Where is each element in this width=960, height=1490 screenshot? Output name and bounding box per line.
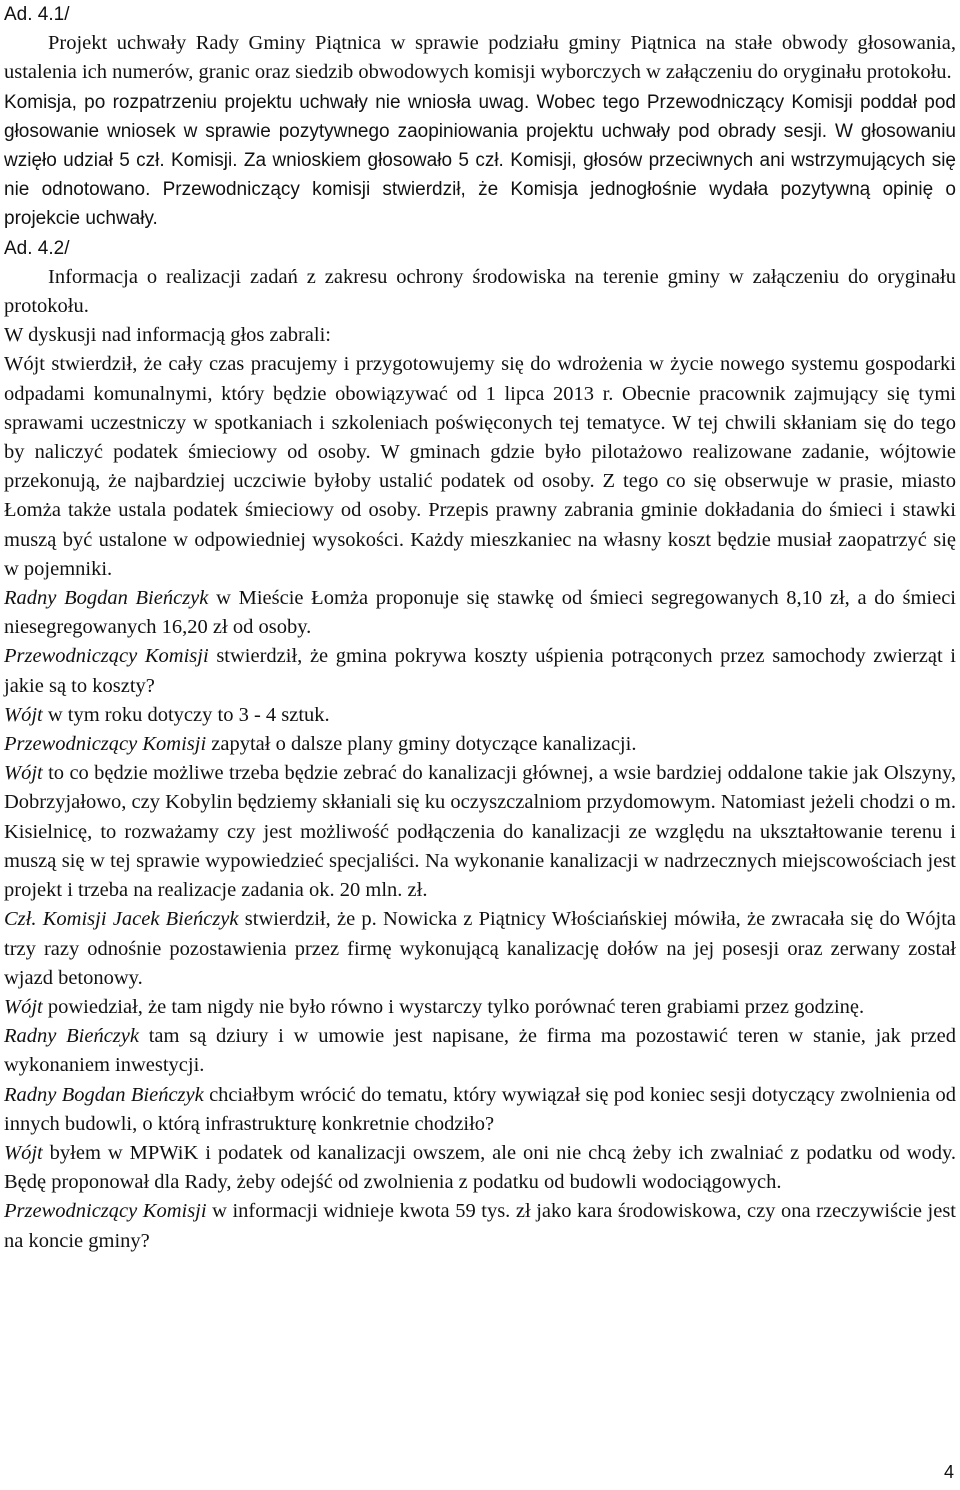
statement (4, 642, 956, 700)
paragraph-discussion-intro: W dyskusji nad informacją głos zabrali: (4, 324, 331, 347)
paragraph-wojt-statement: Wójt stwierdził, że cały czas pracujemy i przygotowujemy się do wdrożenia w życie nowego systemu gospodarki odpadami komunalnymi, który będzie obowiązywać od 1 lipca 2013 r. Obecnie pracownik zajmujący się tymi sprawami uczestniczy w spotkaniach i szkoleniach poświęconych tej tematyce. W tej chwili skłaniam się do tego by naliczyć podatek śmieciowy od osoby. W gminach gdzie było pilotażowo realizowane zadanie, wójtowie przekonują, że najbardziej uczciwie byłoby ustalić podatek od osoby. Z tego co się obserwuje w prasie, miasto Łomża także ustala podatek śmieciowy od osoby. Przepis prawny zabrania gminie dokładania do śmieci i stawki muszą być ustalone w odpowiedniej wysokości. Każdy mieszkaniec na własny koszt będzie musiał zaopatrzyć się w pojemniki. (4, 353, 956, 580)
statement (4, 584, 956, 642)
statement-text: zapytał o dalsze plany gminy dotyczące kanalizacji. (206, 733, 637, 756)
speaker-name: Radny Bogdan Bieńczyk (4, 1083, 204, 1106)
speaker-name: Wójt (4, 995, 43, 1018)
statement-text: powiedział, że tam nigdy nie było równo i wystarczy tylko porównać teren grabiami przez godzinę. (42, 995, 865, 1018)
statement (4, 759, 956, 905)
statement-text: to co będzie możliwe trzeba będzie zebrać do kanalizacji głównej, a wsie bardziej oddalone takie jak Olszyny, Dobrzyjałowo, czy Kobylin będziemy skłaniali się ku oczyszczalniom przydomowym. Natomiast jeżeli chodzi o m. Kisielnicę, to rozważamy czy jest możliwość podłączenia do kanalizacji ze względu na ukształtowanie terenu i muszą się w tej sprawie wypowiedzieć specjaliści. Na wykonanie kanalizacji w nadrzecznych miejscowościach jest projekt i trzeba na realizacje zadania ok. 20 mln. zł. (4, 762, 956, 902)
statement-text: w tym roku dotyczy to 3 - 4 sztuk. (42, 703, 330, 726)
speaker-name: Przewodniczący Komisji (4, 645, 209, 668)
statement-text: w Mieście Łomża proponuje się stawkę od śmieci segregowanych 8,10 zł, a do śmieci niesegregowanych 16,20 zł od osoby. (4, 587, 957, 639)
statement (4, 1081, 956, 1139)
paragraph-committee-vote: Komisja, po rozpatrzeniu projektu uchwały nie wniosła uwag. Wobec tego Przewodniczący Komisji poddał pod głosowanie wniosek w sprawie pozytywnego zaopiniowania projektu uchwały pod obrady sesji. W głosowaniu wzięło udział 5 czł. Komisji. Za wnioskiem głosowało 5 czł. Komisji, głosów przeciwnych ani wstrzymujących się nie odnotowano. Przewodniczący komisji stwierdził, że Komisja jednogłośnie wydała pozytywną opinię o projekcie uchwały. (4, 91, 956, 230)
statement (4, 701, 956, 730)
paragraph-draft-resolution: Projekt uchwały Rady Gminy Piątnica w sprawie podziału gminy Piątnica na stałe obwody głosowania, ustalenia ich numerów, granic oraz siedzib obwodowych komisji wyborczych w załączeniu do oryginału protokołu. (4, 32, 956, 84)
statement-text: chciałbym wrócić do tematu, który wywiązał się pod koniec sesji dotyczący zwolnienia od innych budowli, o którą infrastrukturę konkretnie chodziło? (4, 1083, 956, 1135)
speaker-name: Radny Bieńczyk (4, 1025, 139, 1048)
statement-text: tam są dziury i w umowie jest napisane, że firma ma pozostawić teren w stanie, jak przed wykonaniem inwestycji. (4, 1025, 956, 1077)
page-number: 4 (943, 1462, 954, 1482)
statement (4, 993, 956, 1022)
statement (4, 1197, 956, 1255)
document-page (4, 0, 956, 1256)
speaker-name: Przewodniczący Komisji (4, 1200, 207, 1223)
statement (4, 1139, 956, 1197)
speaker-name: Radny Bogdan Bieńczyk (4, 587, 209, 610)
paragraph-environment-info: Informacja o realizacji zadań z zakresu ochrony środowiska na terenie gminy w załączeniu do oryginału protokołu. (4, 265, 956, 318)
speaker-name: Wójt (4, 703, 43, 726)
statement (4, 730, 956, 759)
statement-text: w informacji widnieje kwota 59 tys. zł jako kara środowiskowa, czy ona rzeczywiście jest na koncie gminy? (4, 1200, 956, 1252)
speaker-name: Wójt (4, 762, 43, 785)
statement-text: stwierdził, że p. Nowicka z Piątnicy Włościańskiej mówiła, że zwracała się do Wójta trzy razy odnośnie pozostawienia przez firmę wykonującą kanalizację dołów na jej posesji oraz zerwany został wjazd betonowy. (4, 908, 956, 989)
statement (4, 1022, 956, 1080)
statement-text: stwierdził, że gmina pokrywa koszty uśpienia potrąconych przez samochody zwierząt i jakie są to koszty? (4, 645, 956, 697)
section-heading-4-1: Ad. 4.1/ (4, 4, 70, 25)
speaker-name: Przewodniczący Komisji (4, 733, 207, 756)
speaker-name: Wójt (4, 1141, 43, 1164)
speaker-name: Czł. Komisji Jacek Bieńczyk (4, 908, 239, 931)
section-heading-4-2: Ad. 4.2/ (4, 237, 70, 259)
statement (4, 905, 956, 993)
statement-text: byłem w MPWiK i podatek od kanalizacji owszem, ale oni nie chcą żeby ich zwalniać z podatku od wody. Będę proponował dla Rady, żeby odejść od zwolnienia z podatku od budowli wodociągowych. (4, 1141, 956, 1194)
